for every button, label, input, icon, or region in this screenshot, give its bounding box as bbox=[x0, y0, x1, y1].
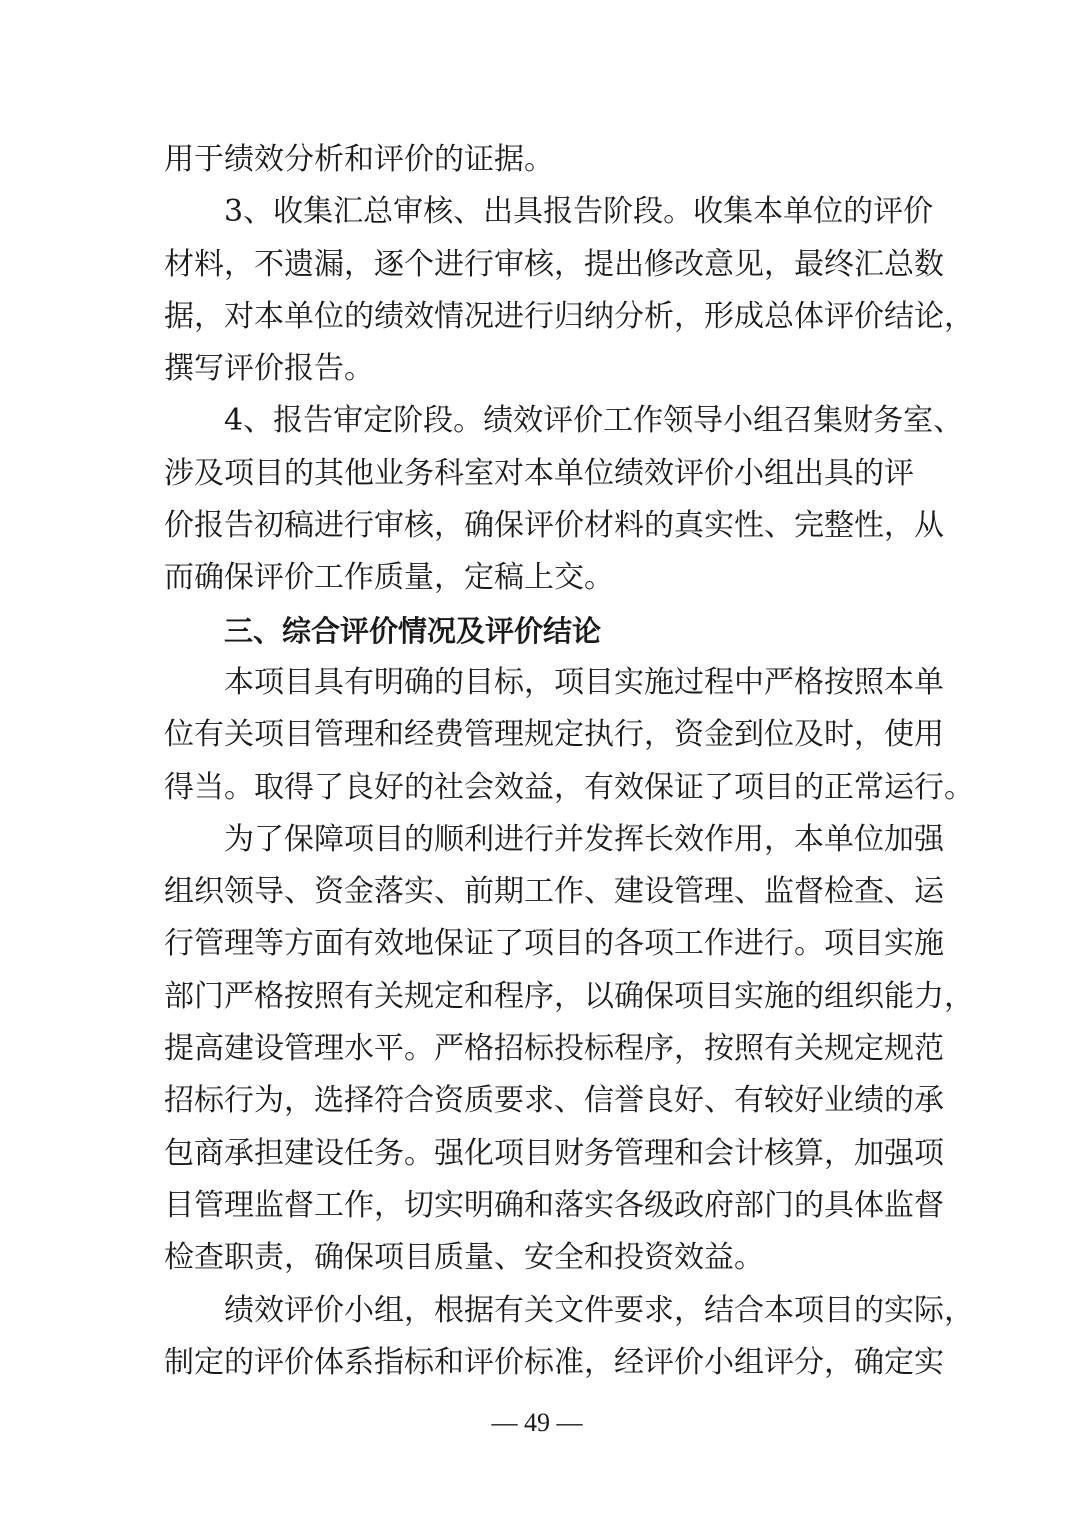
text-line: 价报告初稿进行审核，确保评价材料的真实性、完整性，从 bbox=[164, 508, 944, 544]
text-line: 本项目具有明确的目标，项目实施过程中严格按照本单 bbox=[224, 664, 944, 700]
text-line: 为了保障项目的顺利进行并发挥长效作用，本单位加强 bbox=[224, 821, 944, 857]
section-heading: 三、综合评价情况及评价结论 bbox=[224, 613, 602, 648]
text-line: 得当。取得了良好的社会效益，有效保证了项目的正常运行。 bbox=[164, 769, 974, 805]
text-line: 用于绩效分析和评价的证据。 bbox=[164, 142, 554, 177]
text-line: 提高建设管理水平。严格招标投标程序，按照有关规定规范 bbox=[164, 1031, 944, 1067]
text-line: 材料，不遗漏，逐个进行审核，提出修改意见，最终汇总数 bbox=[164, 246, 944, 282]
text-line: 包商承担建设任务。强化项目财务管理和会计核算，加强项 bbox=[164, 1135, 944, 1171]
text-line: 部门严格按照有关规定和程序，以确保项目实施的组织能力， bbox=[164, 978, 974, 1014]
text-line: 3、收集汇总审核、出具报告阶段。收集本单位的评价 bbox=[224, 194, 934, 230]
text-line: 位有关项目管理和经费管理规定执行，资金到位及时，使用 bbox=[164, 717, 944, 753]
text-line: 撰写评价报告。 bbox=[164, 351, 374, 387]
document-body bbox=[164, 134, 974, 1389]
text-line: 招标行为，选择符合资质要求、信誉良好、有较好业绩的承 bbox=[164, 1083, 944, 1119]
text-line: 制定的评价体系指标和评价标准，经评价小组评分，确定实 bbox=[164, 1344, 944, 1380]
text-line: 涉及项目的其他业务科室对本单位绩效评价小组出具的评 bbox=[164, 455, 914, 491]
text-line: 组织领导、资金落实、前期工作、建设管理、监督检查、运 bbox=[164, 874, 944, 910]
text-line: 据，对本单位的绩效情况进行归纳分析，形成总体评价结论， bbox=[164, 298, 974, 334]
text-line: 而确保评价工作质量，定稿上交。 bbox=[164, 560, 614, 596]
page-number: — 49 — bbox=[491, 1408, 583, 1437]
text-line: 行管理等方面有效地保证了项目的各项工作进行。项目实施 bbox=[164, 926, 944, 962]
text-line: 检查职责，确保项目质量、安全和投资效益。 bbox=[164, 1240, 764, 1276]
text-line: 绩效评价小组，根据有关文件要求，结合本项目的实际， bbox=[224, 1292, 974, 1328]
text-line: 4、报告审定阶段。绩效评价工作领导小组召集财务室、 bbox=[224, 403, 964, 439]
body-text bbox=[164, 134, 974, 1389]
text-line: 目管理监督工作，切实明确和落实各级政府部门的具体监督 bbox=[164, 1187, 944, 1223]
